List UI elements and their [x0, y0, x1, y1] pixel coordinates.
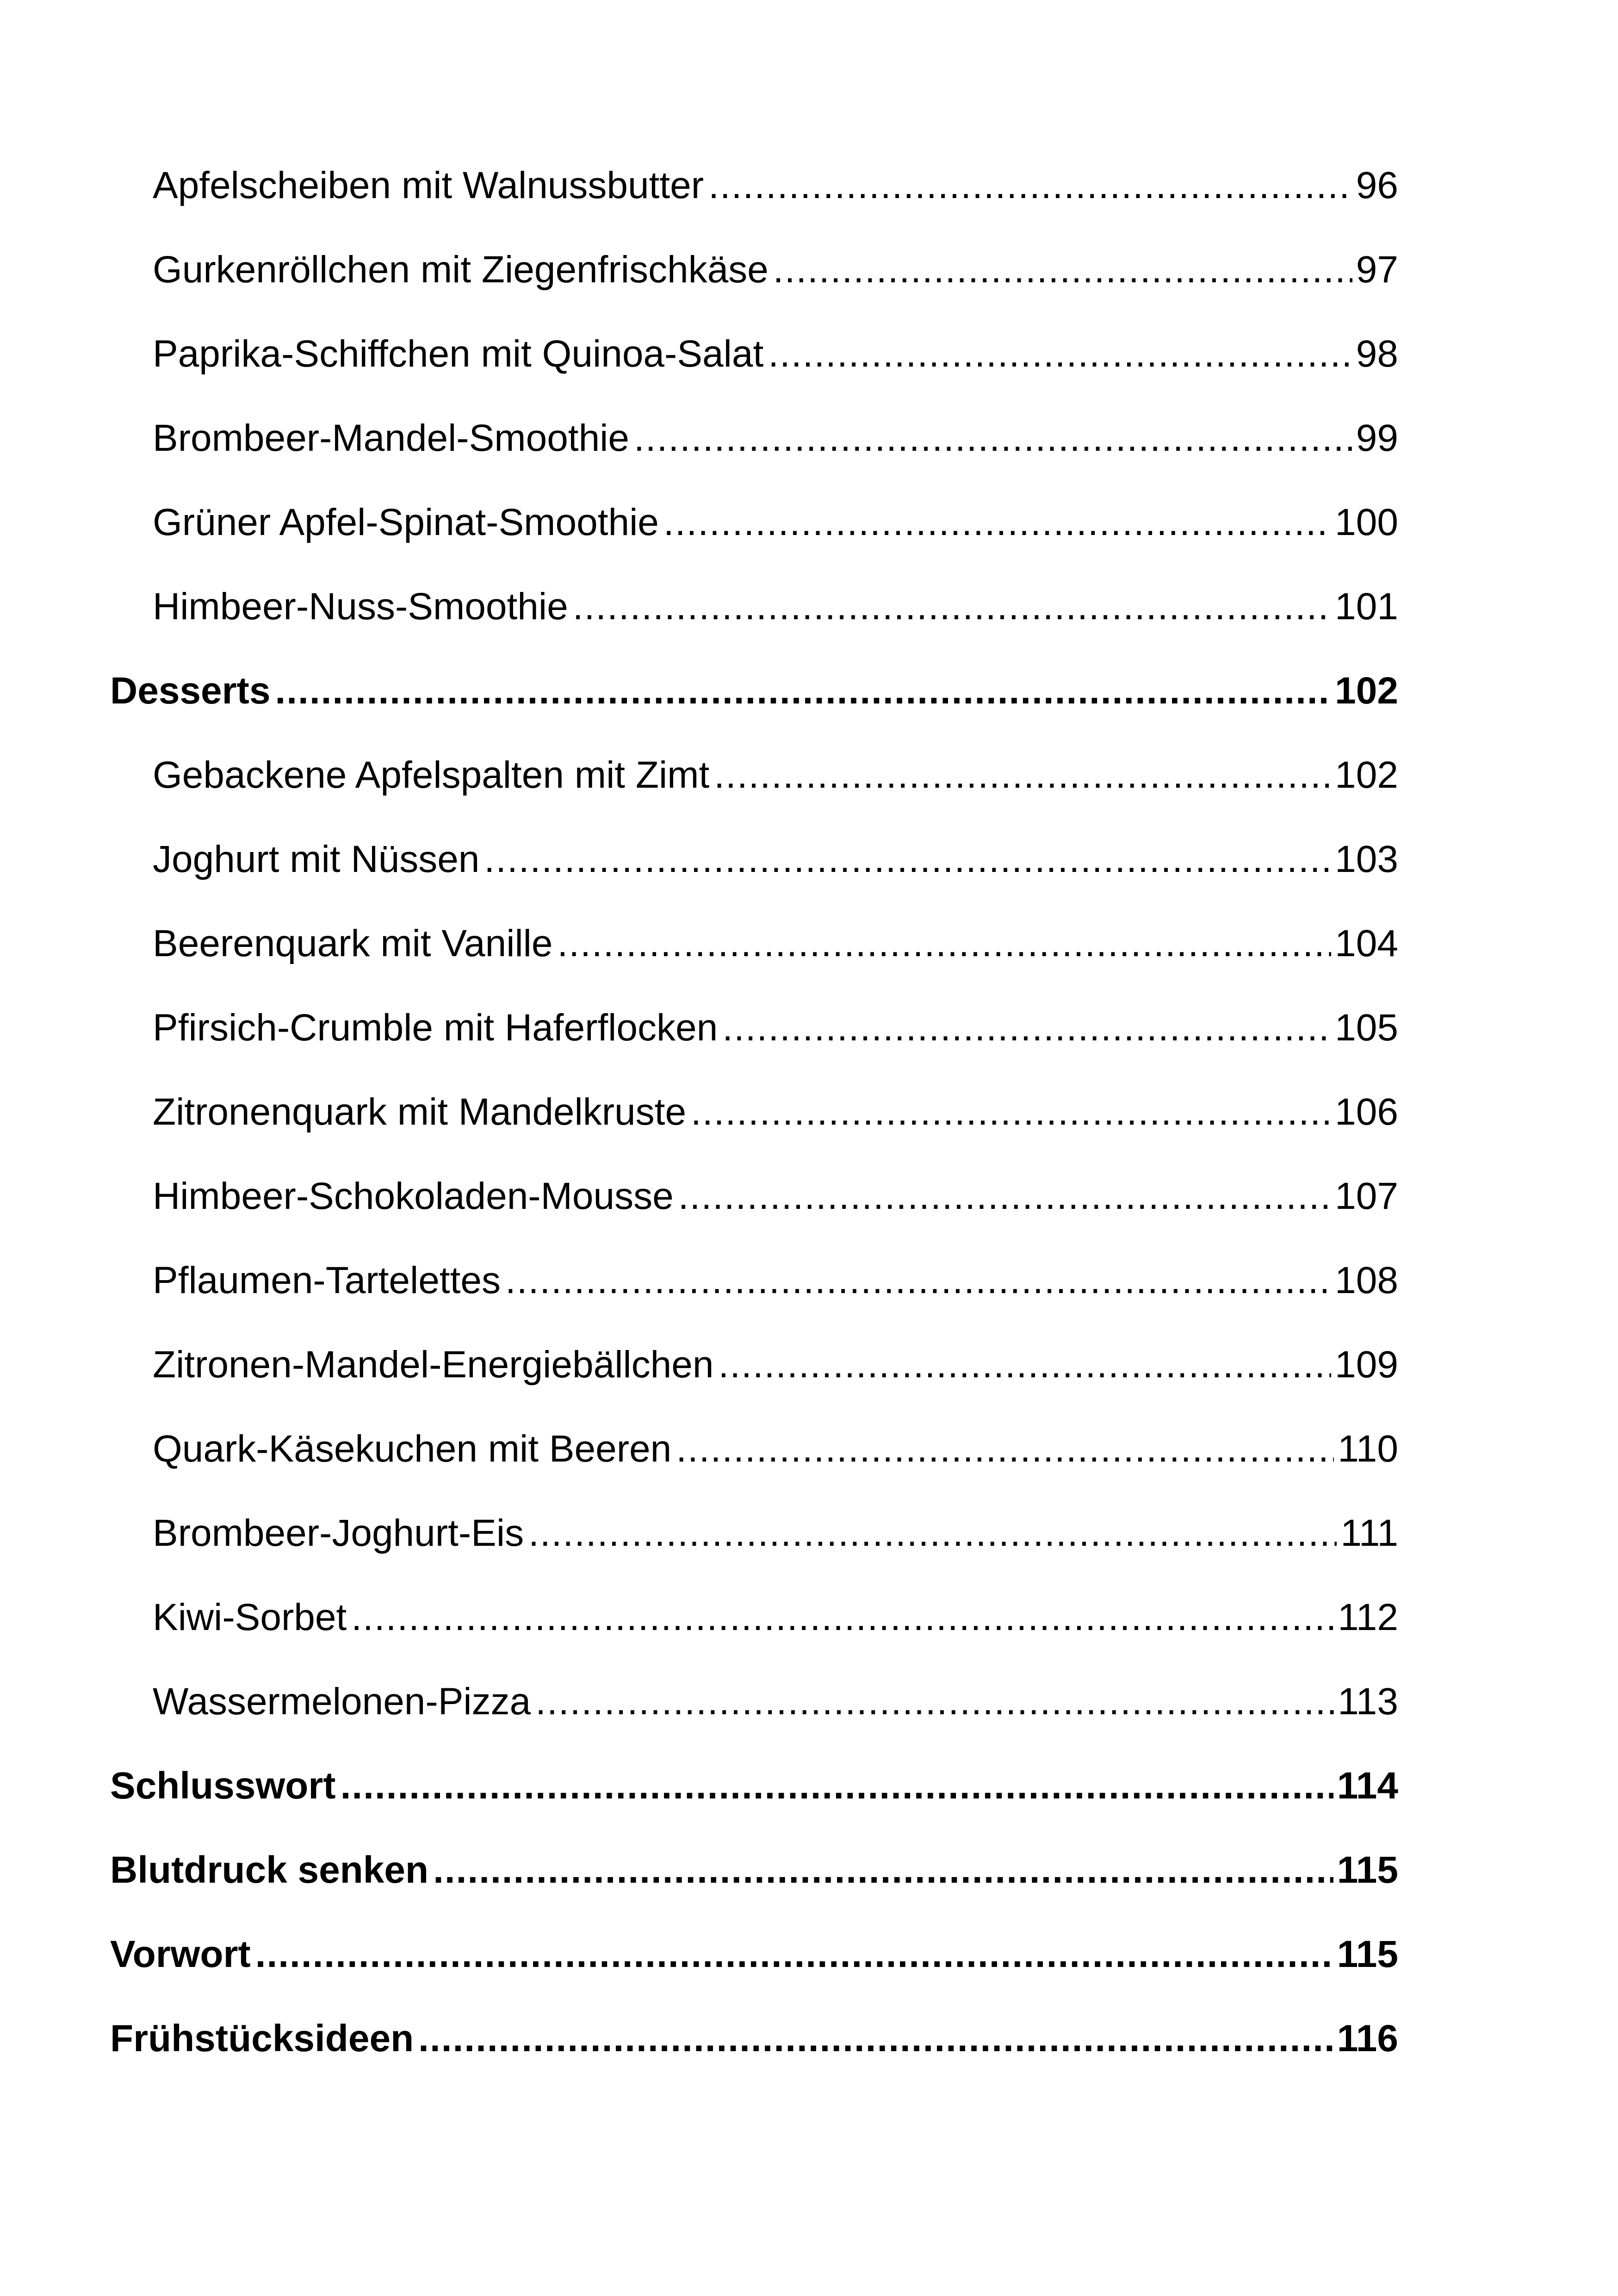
toc-entry-title: Beerenquark mit Vanille: [153, 922, 553, 964]
toc-entry-title: Himbeer-Nuss-Smoothie: [153, 585, 568, 628]
toc-entry: [110, 164, 1398, 251]
toc-dot-leader: [505, 1262, 1331, 1300]
toc-entry-title: Brombeer-Mandel-Smoothie: [153, 417, 630, 459]
toc-entry-title: Gebackene Apfelspalten mit Zimt: [153, 754, 710, 796]
toc-dot-leader: [535, 1683, 1334, 1721]
toc-entry-title: Joghurt mit Nüssen: [153, 838, 480, 880]
toc-entry-page: 108: [1335, 1259, 1398, 1301]
toc-dot-leader: [714, 756, 1331, 794]
toc-entry-page: 110: [1338, 1428, 1398, 1470]
toc-dot-leader: [255, 1935, 1333, 1973]
toc-entry: [110, 1093, 1398, 1177]
toc-dot-leader: [722, 1009, 1331, 1047]
toc-dot-leader: [691, 1093, 1331, 1131]
toc-entry-page: 107: [1335, 1175, 1398, 1217]
toc-entry: [110, 585, 1398, 672]
toc-entry-page: 97: [1356, 249, 1398, 291]
toc-entry: [110, 251, 1398, 335]
toc-entry: [110, 1596, 1398, 1683]
toc-entry-title: Pfirsich-Crumble mit Haferflocken: [153, 1007, 718, 1049]
toc-entry: [110, 922, 1398, 1009]
toc-entry-page: 100: [1335, 501, 1398, 543]
toc-entry: [110, 419, 1398, 504]
toc-dot-leader: [484, 840, 1331, 878]
table-of-contents: [110, 164, 1398, 2104]
toc-entry-title: Vorwort: [110, 1933, 251, 1975]
toc-entry: [110, 1009, 1398, 1093]
toc-dot-leader: [275, 672, 1331, 710]
toc-entry-title: Apfelscheiben mit Walnussbutter: [153, 164, 704, 206]
toc-entry: [110, 501, 1398, 588]
toc-entry: [110, 1680, 1398, 1767]
toc-dot-leader: [557, 925, 1331, 963]
toc-entry-title: Frühstücksideen: [110, 2017, 414, 2060]
toc-entry-title: Gurkenröllchen mit Ziegenfrischkäse: [153, 249, 769, 291]
toc-dot-leader: [433, 1851, 1333, 1889]
toc-dot-leader: [341, 1767, 1333, 1805]
toc-entry-page: 113: [1338, 1680, 1398, 1723]
toc-entry-page: 103: [1335, 838, 1398, 880]
toc-entry-title: Kiwi-Sorbet: [153, 1596, 347, 1638]
toc-entry-page: 101: [1335, 585, 1398, 628]
toc-entry-page: 104: [1335, 922, 1398, 964]
toc-dot-leader: [773, 251, 1352, 289]
toc-entry-page: 115: [1337, 1933, 1398, 1975]
toc-entry-title: Grüner Apfel-Spinat-Smoothie: [153, 501, 659, 543]
toc-dot-leader: [678, 1177, 1331, 1215]
toc-dot-leader: [351, 1599, 1334, 1636]
toc-entry: [110, 840, 1398, 925]
toc-chapter-entry: [110, 2017, 1398, 2104]
toc-entry-page: 99: [1356, 417, 1398, 459]
toc-dot-leader: [573, 588, 1331, 626]
toc-entry-page: 116: [1337, 2017, 1398, 2060]
toc-entry-title: Zitronen-Mandel-Energiebällchen: [153, 1344, 714, 1386]
toc-chapter-entry: [110, 1767, 1398, 1851]
toc-entry-title: Brombeer-Joghurt-Eis: [153, 1512, 524, 1554]
toc-entry-title: Zitronenquark mit Mandelkruste: [153, 1091, 687, 1133]
toc-dot-leader: [634, 419, 1352, 457]
toc-entry-title: Himbeer-Schokoladen-Mousse: [153, 1175, 674, 1217]
toc-chapter-entry: [110, 1935, 1398, 2020]
toc-entry-page: 106: [1335, 1091, 1398, 1133]
toc-entry-title: Blutdruck senken: [110, 1849, 429, 1891]
toc-entry-page: 98: [1356, 333, 1398, 375]
toc-entry-page: 109: [1335, 1344, 1398, 1386]
toc-entry-page: 102: [1335, 670, 1398, 712]
toc-dot-leader: [718, 1346, 1331, 1384]
toc-dot-leader: [663, 504, 1331, 541]
toc-dot-leader: [768, 335, 1352, 373]
toc-entry-title: Desserts: [110, 670, 271, 712]
toc-entry-title: Quark-Käsekuchen mit Beeren: [153, 1428, 672, 1470]
toc-entry-title: Pflaumen-Tartelettes: [153, 1259, 501, 1301]
toc-entry-title: Paprika-Schiffchen mit Quinoa-Salat: [153, 333, 764, 375]
toc-dot-leader: [708, 167, 1352, 205]
toc-entry: [110, 1346, 1398, 1430]
toc-chapter-entry: [110, 1851, 1398, 1935]
toc-entry-title: Wassermelonen-Pizza: [153, 1680, 531, 1723]
toc-entry: [110, 1259, 1398, 1346]
toc-entry: [110, 335, 1398, 419]
toc-entry-page: 112: [1338, 1596, 1398, 1638]
toc-entry: [110, 1177, 1398, 1262]
toc-entry-page: 105: [1335, 1007, 1398, 1049]
toc-dot-leader: [418, 2020, 1333, 2058]
toc-entry-title: Schlusswort: [110, 1765, 336, 1807]
toc-entry: [110, 1514, 1398, 1599]
toc-chapter-entry: [110, 672, 1398, 756]
toc-entry: [110, 1430, 1398, 1514]
toc-entry-page: 111: [1340, 1512, 1398, 1554]
toc-dot-leader: [528, 1514, 1337, 1552]
toc-entry: [110, 756, 1398, 840]
toc-entry-page: 115: [1337, 1849, 1398, 1891]
toc-entry-page: 96: [1356, 164, 1398, 206]
toc-entry-page: 102: [1335, 754, 1398, 796]
toc-dot-leader: [676, 1430, 1334, 1468]
toc-entry-page: 114: [1337, 1765, 1398, 1807]
